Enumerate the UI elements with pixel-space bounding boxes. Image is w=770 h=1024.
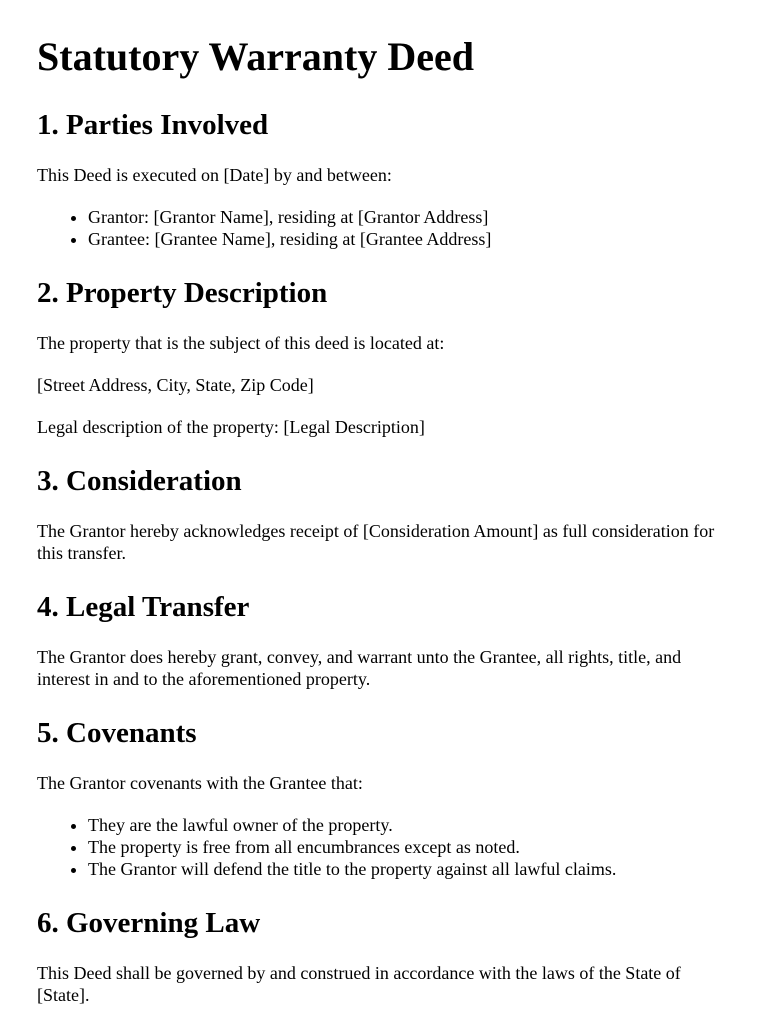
consideration-paragraph: The Grantor hereby acknowledges receipt of [Consideration Amount] as full consideration for this transfer. — [37, 521, 715, 563]
covenants-list — [37, 814, 733, 880]
section-heading-covenants: 5. Covenants — [37, 717, 197, 749]
list-item: • Grantor: [Grantor Name], residing at [Grantor Address] — [88, 206, 733, 228]
document-title: Statutory Warranty Deed — [37, 34, 474, 79]
governing-law-paragraph: This Deed shall be governed by and construed in accordance with the laws of the State of [State]. — [37, 963, 681, 1005]
list-item: • The property is free from all encumbrances except as noted. — [88, 836, 733, 858]
section-heading-property: 2. Property Description — [37, 277, 328, 309]
parties-list — [37, 206, 733, 250]
list-item: • The Grantor will defend the title to the property against all lawful claims. — [88, 858, 733, 880]
section-heading-governing-law: 6. Governing Law — [37, 907, 261, 939]
parties-intro: This Deed is executed on [Date] by and between: — [37, 165, 392, 185]
section-heading-parties: 1. Parties Involved — [37, 109, 269, 141]
property-legal-description: Legal description of the property: [Legal Description] — [37, 417, 425, 437]
section-heading-legal-transfer: 4. Legal Transfer — [37, 591, 250, 623]
section-heading-consideration: 3. Consideration — [37, 465, 242, 497]
list-item: • They are the lawful owner of the property. — [88, 814, 733, 836]
list-item: • Grantee: [Grantee Name], residing at [Grantee Address] — [88, 228, 733, 250]
legal-transfer-paragraph: The Grantor does hereby grant, convey, and warrant unto the Grantee, all rights, title, and interest in and to the aforementioned property. — [37, 647, 682, 689]
property-location-intro: The property that is the subject of this deed is located at: — [37, 333, 445, 353]
property-address: [Street Address, City, State, Zip Code] — [37, 375, 314, 395]
covenants-intro: The Grantor covenants with the Grantee that: — [37, 773, 363, 793]
